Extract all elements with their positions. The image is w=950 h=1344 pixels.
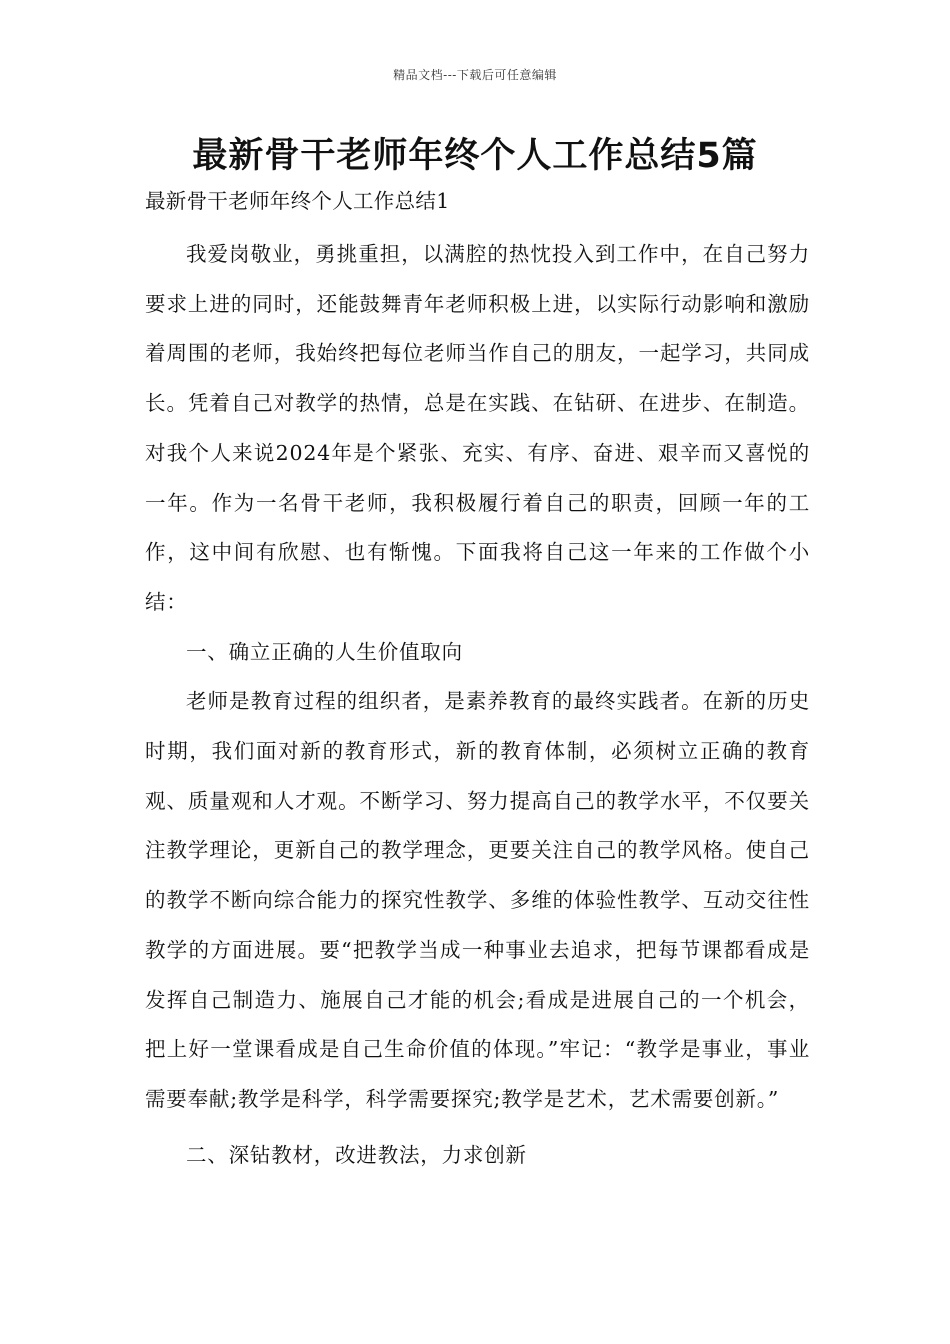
heading-section-2: 二、深钻教材，改进教法，力求创新 — [186, 1142, 527, 1167]
paragraph-section-1: 老师是教育过程的组织者，是素养教育的最终实践者。在新的历史时期，我们面对新的教育形式，新的教育体制，必须树立正确的教育观、质量观和人才观。不断学习、努力提高自己的教学水平，不仅要关注教学理论，更新自己的教学理念，更要关注自己的教学风格。使自己的教学不断向综合能力的探究性教学、多维的体验性教学、互动交往性教学的方面进展。要“把教学当成一种事业去追求，把每节课都看成是发挥自己制造力、施展自己才能的机会;看成是进展自己的一个机会，把上好一堂课看成是自己生命价值的体现。”牢记：“教学是事业，事业需要奉献;教学是科学，科学需要探究;教学是艺术，艺术需要创新。” — [145, 689, 810, 1111]
document-title: 最新骨干老师年终个人工作总结5篇 — [192, 136, 758, 176]
document-body — [145, 180, 810, 1180]
section-subtitle: 最新骨干老师年终个人工作总结1 — [145, 189, 450, 213]
paragraph-intro: 我爱岗敬业，勇挑重担，以满腔的热忱投入到工作中，在自己努力要求上进的同时，还能鼓舞青年老师积极上进，以实际行动影响和激励着周围的老师，我始终把每位老师当作自己的朋友，一起学习，共同成长。凭着自己对教学的热情，总是在实践、在钻研、在进步、在制造。对我个人来说2024年是个紧张、充实、有序、奋进、艰辛而又喜悦的一年。作为一名骨干老师，我积极履行着自己的职责，回顾一年的工作，这中间有欣慰、也有惭愧。下面我将自己这一年来的工作做个小结： — [145, 242, 810, 614]
heading-section-1: 一、确立正确的人生价值取向 — [186, 639, 463, 664]
header-note: 精品文档---下载后可任意编辑 — [393, 68, 557, 82]
